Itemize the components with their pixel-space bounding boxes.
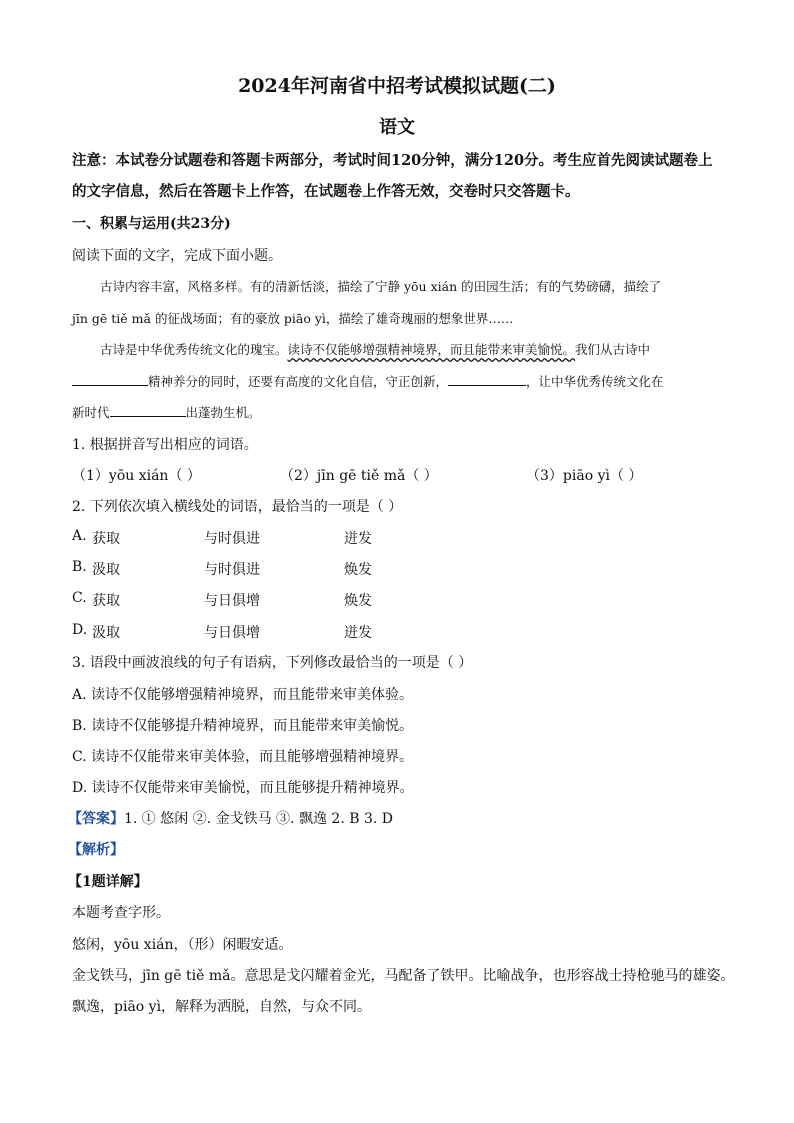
fill-blank-2 bbox=[448, 371, 526, 386]
explanation-line: 金戈铁马，jīn gē tiě mǎ。意思是戈闪耀着金光，马配备了铁甲。比喻战争，也形容战士持枪驰马的雄姿。 bbox=[72, 968, 735, 984]
question-3-option: A. 读诗不仅能够增强精神境界，而且能带来审美体验。 bbox=[72, 687, 414, 703]
option-word: 与时俱进 bbox=[204, 531, 260, 547]
option-word: 迸发 bbox=[344, 531, 372, 547]
option-letter: A. bbox=[72, 528, 87, 544]
passage-text: 新时代 bbox=[72, 405, 110, 420]
question-3-option: D. 读诗不仅能带来审美愉悦，而且能够提升精神境界。 bbox=[72, 780, 414, 796]
question-1-item: （3）piāo yì（ ） bbox=[526, 468, 643, 484]
explanation-line: 飘逸，piāo yì，解释为洒脱，自然，与众不同。 bbox=[72, 999, 372, 1015]
fill-blank-1 bbox=[72, 371, 148, 386]
question-3-option: C. 读诗不仅能带来审美体验，而且能够增强精神境界。 bbox=[72, 749, 414, 765]
section-heading: 一、积累与运用(共23分) bbox=[72, 216, 231, 232]
passage-text: 我们从古诗中 bbox=[575, 342, 651, 357]
exam-title: 2024年河南省中招考试模拟试题(二) bbox=[238, 75, 556, 97]
option-word: 获取 bbox=[92, 593, 120, 609]
option-word: 与日俱增 bbox=[204, 625, 260, 641]
option-letter: C. bbox=[72, 590, 87, 606]
reading-instruction: 阅读下面的文字，完成下面小题。 bbox=[72, 248, 282, 264]
passage-line-3 bbox=[100, 340, 650, 358]
option-word: 汲取 bbox=[92, 562, 120, 578]
explanation-line: 悠闲，yōu xián，（形）闲暇安适。 bbox=[72, 937, 293, 953]
question-3-stem: 3. 语段中画波浪线的句子有语病，下列修改最恰当的一项是（ ） bbox=[72, 655, 473, 671]
option-word: 获取 bbox=[92, 531, 120, 547]
subject-heading: 语文 bbox=[379, 117, 415, 138]
answer-tag: 【答案】 bbox=[68, 811, 124, 827]
passage-text: 出蓬勃生机。 bbox=[185, 405, 261, 420]
option-word: 汲取 bbox=[92, 625, 120, 641]
exam-notice: 注意：本试卷分试题卷和答题卡两部分，考试时间120分钟，满分120分。考生应首先阅读试题卷上的文字信息，然后在答题卡上作答，在试题卷上作答无效，交卷时只交答题卡。 bbox=[72, 152, 713, 200]
answer-line bbox=[68, 808, 393, 828]
detail-tag: 【1题详解】 bbox=[68, 874, 148, 890]
explanation-line: 本题考查字形。 bbox=[72, 905, 170, 921]
option-letter: B. bbox=[72, 559, 87, 575]
passage-text: 精神养分的同时，还要有高度的文化自信，守正创新， bbox=[148, 374, 449, 389]
option-word: 迸发 bbox=[344, 625, 372, 641]
question-1-stem: 1. 根据拼音写出相应的词语。 bbox=[72, 437, 258, 453]
option-letter: D. bbox=[72, 622, 88, 638]
wavy-sentence: 读诗不仅能够增强精神境界，而且能带来审美愉悦。 bbox=[287, 342, 576, 357]
passage-line-1: 古诗内容丰富，风格多样。有的清新恬淡，描绘了宁静 yōu xián 的田园生活；有的气势磅礴，描绘了 bbox=[100, 279, 662, 294]
question-2-stem: 2. 下列依次填入横线处的词语，最恰当的一项是（ ） bbox=[72, 499, 403, 515]
option-word: 焕发 bbox=[344, 562, 372, 578]
question-1-item: （1）yōu xián（ ） bbox=[72, 468, 201, 484]
answer-text: 1. ① 悠闲 ②. 金戈铁马 ③. 飘逸 2. B 3. D bbox=[124, 811, 393, 827]
question-1-item: （2）jīn gē tiě mǎ（ ） bbox=[280, 468, 438, 484]
option-word: 焕发 bbox=[344, 593, 372, 609]
passage-text: 古诗是中华优秀传统文化的瑰宝。 bbox=[100, 342, 288, 357]
analysis-tag: 【解析】 bbox=[68, 842, 124, 858]
option-word: 与日俱增 bbox=[204, 593, 260, 609]
question-3-option: B. 读诗不仅能够提升精神境界，而且能带来审美愉悦。 bbox=[72, 718, 414, 734]
fill-blank-3 bbox=[110, 402, 186, 417]
passage-text: ，让中华优秀传统文化在 bbox=[526, 374, 664, 389]
passage-line-5 bbox=[72, 402, 261, 421]
passage-line-2: jīn gē tiě mǎ 的征战场面；有的豪放 piāo yì，描绘了雄奇瑰丽的想象世界…… bbox=[72, 311, 514, 326]
passage-line-4 bbox=[72, 371, 664, 390]
option-word: 与时俱进 bbox=[204, 562, 260, 578]
